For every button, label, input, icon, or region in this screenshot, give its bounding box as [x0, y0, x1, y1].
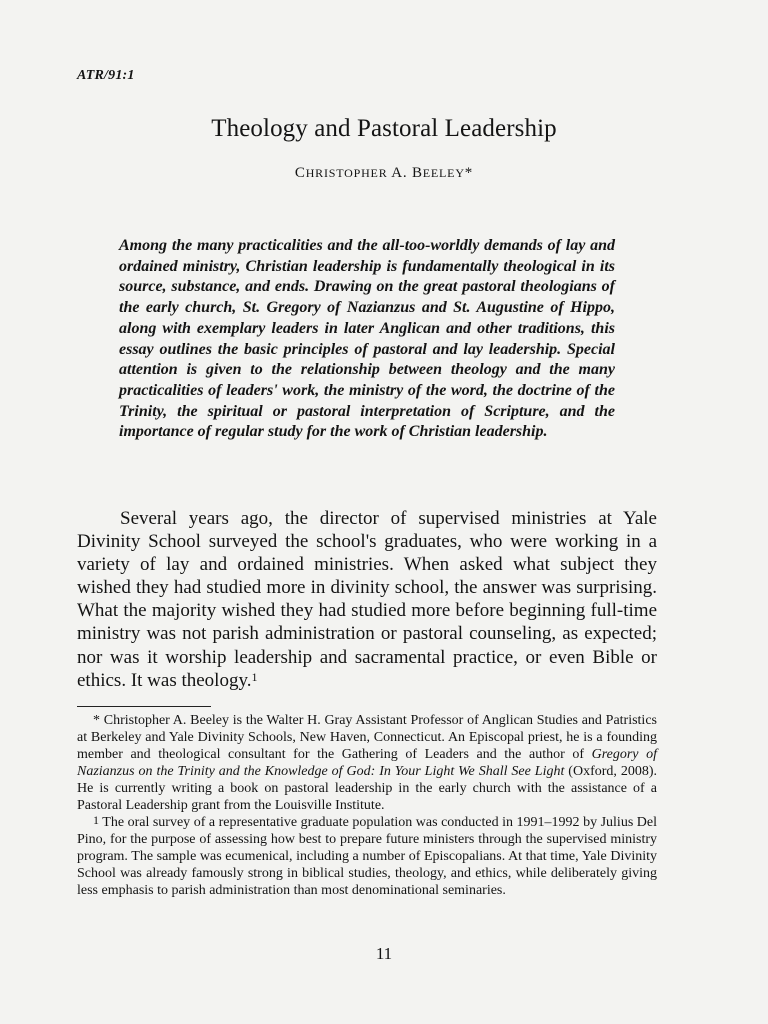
author-first-initial: C	[294, 165, 306, 181]
footnotes	[77, 713, 657, 900]
page-number: 11	[375, 944, 393, 963]
footnote-reference-1: 1	[251, 669, 258, 684]
author-middle: A.	[391, 165, 408, 181]
footnote-1-text: The oral survey of a representative graduate population was conducted in 1991–1992 by Julius Del Pino, for the purpose of assessing how best to prepare future ministers through the supervised ministry program. The sample was ecumenical, including a number of Episcopalians. At that time, Yale Divinity School was already famously strong in biblical studies, theology, and ethics, while deliberately giving less emphasis to parish administration than most denominational seminaries.	[77, 815, 658, 899]
author-footnote	[77, 713, 657, 814]
author-footnote-text-before: Christopher A. Beeley is the Walter H. Gray Assistant Professor of Anglican Studies and Patristics at Berkeley and Yale Divinity Schools, New Haven, Connecticut. An Episcopal priest, he is a founding member and theological consultant for the Gathering of Leaders and the author of	[77, 713, 657, 762]
author-footnote-text-after: (Oxford, 2008). He is currently writing a book on pastoral leadership in the early church with the assistance of a Pastoral Leadership grant from the Louisville Institute.	[77, 763, 657, 813]
article-title: Theology and Pastoral Leadership	[211, 115, 557, 142]
author-last-initial: B	[411, 165, 423, 181]
author-last-rest: eeley	[422, 162, 465, 181]
body-paragraph	[77, 507, 657, 692]
footnote-1	[77, 814, 657, 900]
author-footnote-marker: *	[464, 165, 474, 181]
author-first-rest: hristopher	[305, 162, 388, 181]
author-line	[0, 162, 768, 182]
author-footnote-mark: *	[93, 713, 100, 728]
running-head: ATR/91:1	[77, 68, 135, 83]
book-title: Gregory of Nazianzus on the Trinity and the Knowledge of God: In Your Light We Shall See Light	[77, 746, 658, 779]
abstract: Among the many practicalities and the all-too-worldly demands of lay and ordained ministry, Christian leadership is fundamentally theological in its source, substance, and ends. Drawing on the great pastoral theologians of the early church, St. Gregory of Nazianzus and St. Augustine of Hippo, along with exemplary leaders in later Anglican and other traditions, this essay outlines the basic principles of pastoral and lay leadership. Special attention is given to the relationship between theology and the many practicalities of leaders' work, the ministry of the word, the doctrine of the Trinity, the spiritual or pastoral interpretation of Scripture, and the importance of regular study for the work of Christian leadership.	[119, 237, 615, 441]
footnote-1-mark: 1	[93, 813, 99, 828]
body-paragraph-text: Several years ago, the director of supervised ministries at Yale Divinity School surveyed the school's graduates, who were working in a variety of lay and ordained ministries. When asked what subject they wished they had studied more in divinity school, the answer was surprising. What the majority wished they had studied more before beginning full-time ministry was not parish administration or pastoral counseling, as expected; nor was it worship leadership and sacramental practice, or even Bible or ethics. It was theology.	[77, 508, 657, 691]
footnote-divider	[77, 706, 211, 707]
